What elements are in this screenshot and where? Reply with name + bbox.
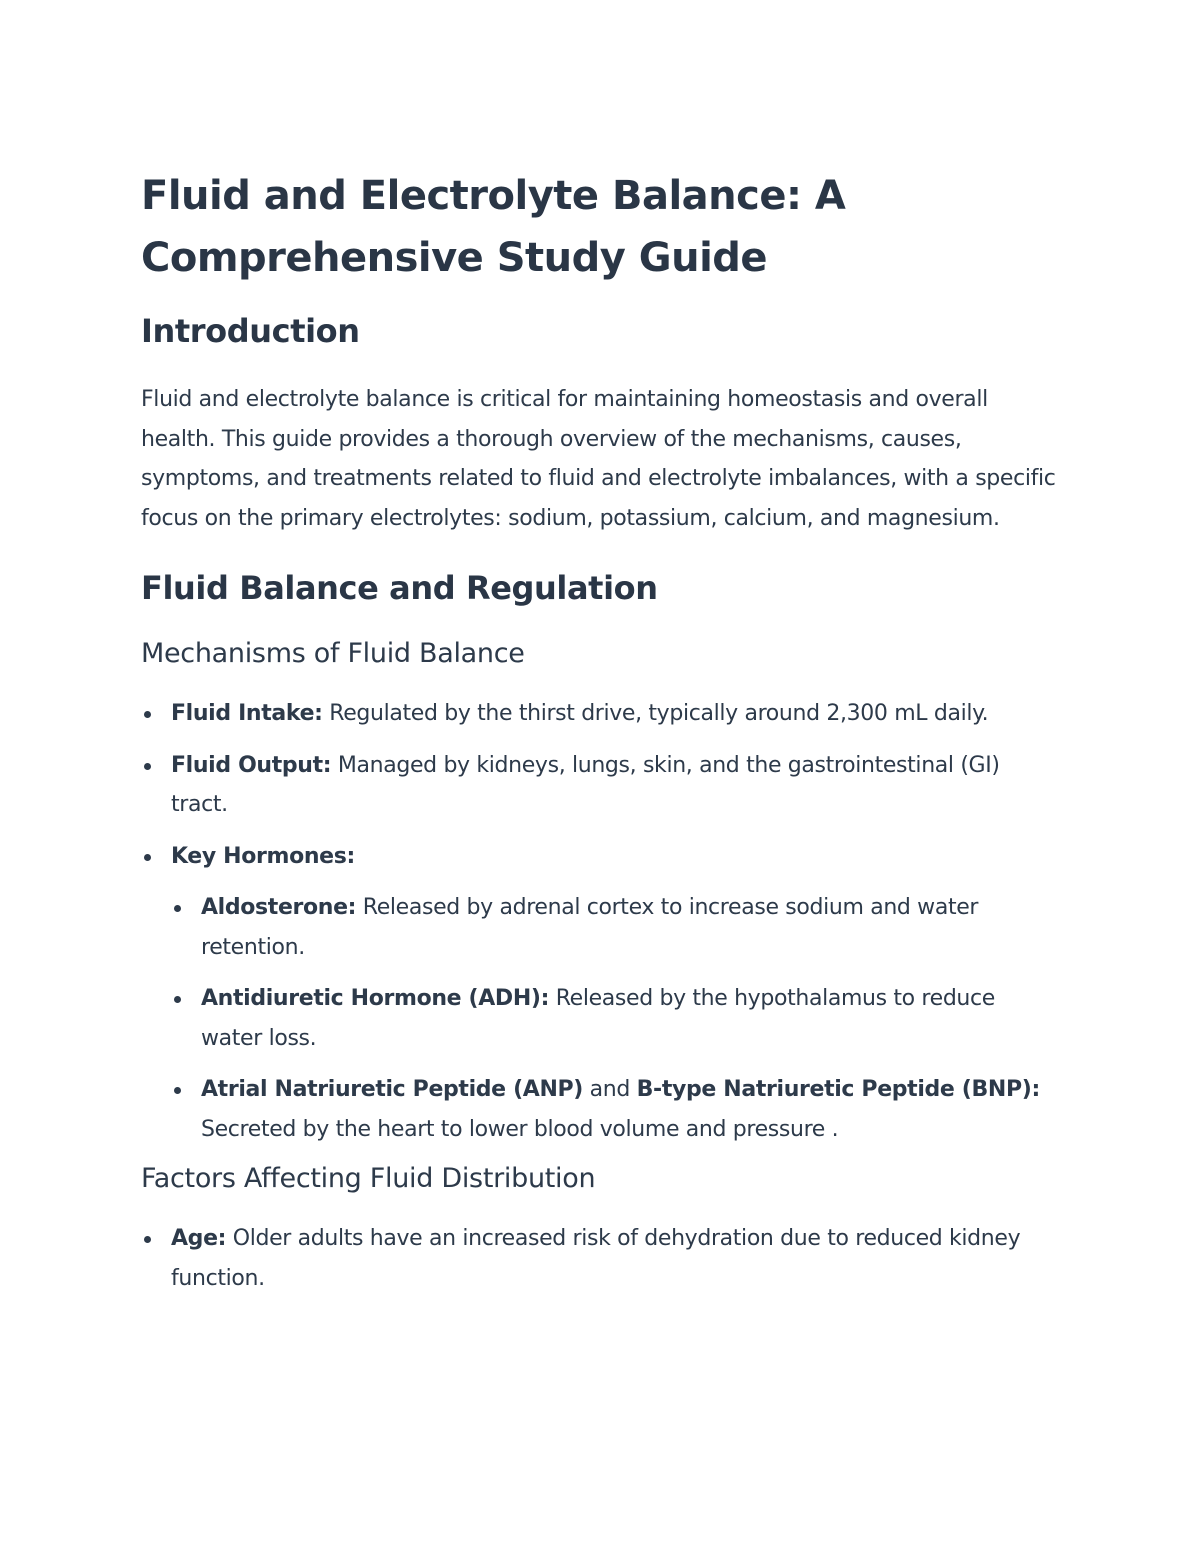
introduction-paragraph: Fluid and electrolyte balance is critical for maintaining homeostasis and overall health. This guide provides a thorough overview of the mechanisms, causes, symptoms, and treatments related to fluid and electrolyte imbalances, with a specific focus on the primary electrolytes: sodium, potassium, calcium, and magnesium. — [141, 387, 1056, 531]
document-page — [141, 165, 1061, 1298]
list-item-text: Older adults have an increased risk of dehydration due to reduced kidney function. — [171, 1226, 1021, 1291]
list-item-age — [141, 1219, 1061, 1298]
factors-heading: Factors Affecting Fluid Distribution — [141, 1163, 596, 1194]
list-item-term: Key Hormones — [171, 843, 347, 869]
list-item-term: Fluid Intake — [171, 701, 315, 726]
fluid-balance-heading: Fluid Balance and Regulation — [141, 569, 658, 607]
list-item-term-secondary: B-type Natriuretic Peptide (BNP) — [636, 1077, 1032, 1102]
list-item-term: Antidiuretic Hormone (ADH) — [201, 986, 541, 1011]
list-item-separator: : — [540, 986, 550, 1011]
mechanisms-list — [141, 694, 1061, 1149]
list-item-term: Aldosterone — [201, 895, 348, 920]
page-title: Fluid and Electrolyte Balance: A Comprehensive Study Guide — [141, 173, 846, 281]
list-item-connector: and — [583, 1077, 637, 1102]
list-item-anp-bnp — [171, 1070, 1061, 1149]
list-item-term: Atrial Natriuretic Peptide (ANP) — [201, 1077, 583, 1102]
list-item-key-hormones — [141, 837, 1061, 1150]
list-item-term: Age — [171, 1226, 218, 1251]
list-item-fluid-output — [141, 746, 1061, 825]
hormones-list — [171, 888, 1061, 1149]
mechanisms-heading: Mechanisms of Fluid Balance — [141, 638, 525, 669]
list-item-term: Fluid Output — [171, 752, 323, 778]
list-item-separator: : — [347, 895, 357, 920]
list-item-separator: : — [217, 1226, 227, 1251]
list-item-text: Released by adrenal cortex to increase sodium and water retention. — [201, 895, 979, 960]
list-item-text: Regulated by the thirst drive, typically around 2,300 mL daily. — [322, 701, 989, 726]
list-item-separator: : — [314, 701, 323, 726]
list-item-text: Released by the hypothalamus to reduce water loss. — [201, 986, 995, 1051]
list-item-aldosterone — [171, 888, 1061, 967]
introduction-heading: Introduction — [141, 312, 360, 350]
list-item-separator: : — [346, 843, 355, 869]
list-item-adh — [171, 979, 1061, 1058]
factors-list — [141, 1219, 1061, 1298]
list-item-fluid-intake — [141, 694, 1061, 734]
list-item-separator: : — [322, 752, 332, 778]
list-item-separator: : — [1031, 1077, 1040, 1102]
list-item-text: Managed by kidneys, lungs, skin, and the gastrointestinal (GI) tract. — [171, 752, 1000, 817]
list-item-text: Secreted by the heart to lower blood volume and pressure . — [201, 1116, 839, 1142]
